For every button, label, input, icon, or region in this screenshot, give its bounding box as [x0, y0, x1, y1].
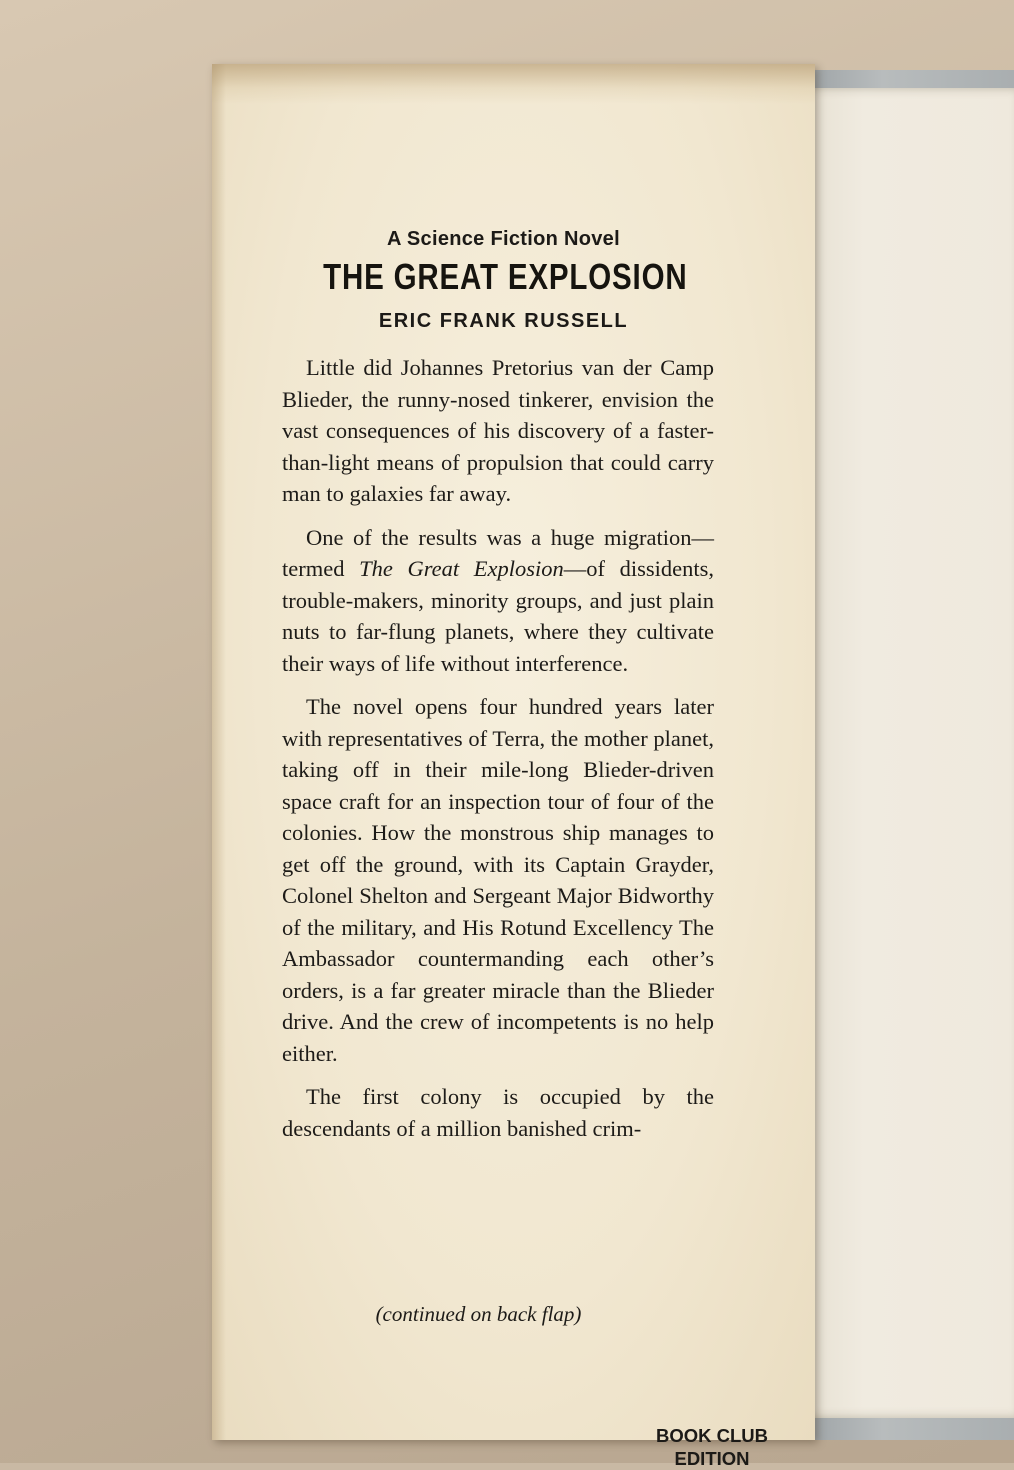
- genre-subtitle: A Science Fiction Novel: [387, 228, 620, 250]
- blurb-italic-title: The Great Explosion: [359, 556, 564, 581]
- continued-note: (continued on back flap): [375, 1302, 582, 1326]
- blurb-text: [282, 352, 714, 1156]
- book-club-line-2: EDITION: [674, 1448, 750, 1469]
- book-club-line-1: BOOK CLUB: [655, 1425, 769, 1446]
- blurb-paragraph-2-start: One of the results was a huge migration—termed: [282, 524, 714, 581]
- blurb-paragraph-2: [282, 522, 714, 680]
- flap-top-stain: [212, 64, 815, 104]
- blurb-paragraph-1: Little did Johannes Pretorius van der Camp Blieder, the runny-nosed tinkerer, envision the vast consequences of his discovery of a faster-than-light means of propulsion that could carry man to galaxies far away.: [282, 355, 714, 506]
- book-club-edition-label: [652, 1424, 772, 1470]
- flap-left-edge-wear: [212, 64, 226, 1440]
- blurb-paragraph-3: The novel opens four hundred years later with representatives of Terra, the mother planet, taking off in their mile-long Blieder-driven space craft for an inspection tour of four of the colonies. How the monstrous ship manages to get off the ground, with its Captain Grayder, Colonel Shelton and Sergeant Major Bidworthy of the military, and His Rotund Excellency The Ambassador countermanding each other’s orders, is a far greater miracle than the Blieder drive. And the crew of incompetents is no help either.: [282, 694, 714, 1066]
- author-name: ERIC FRANK RUSSELL: [378, 310, 629, 332]
- blurb-paragraph-2-end: —of dissidents, trouble-makers, minority groups, and just plain nuts to far-flung planets, where they cultivate their ways of life without interference.: [282, 556, 714, 676]
- book-front-page: [800, 88, 1014, 1418]
- dust-jacket-flap: [212, 64, 815, 1469]
- blurb-paragraph-4: The first colony is occupied by the descendants of a million banished crim-: [282, 1084, 714, 1141]
- book-title: THE GREAT EXPLOSION: [323, 256, 688, 297]
